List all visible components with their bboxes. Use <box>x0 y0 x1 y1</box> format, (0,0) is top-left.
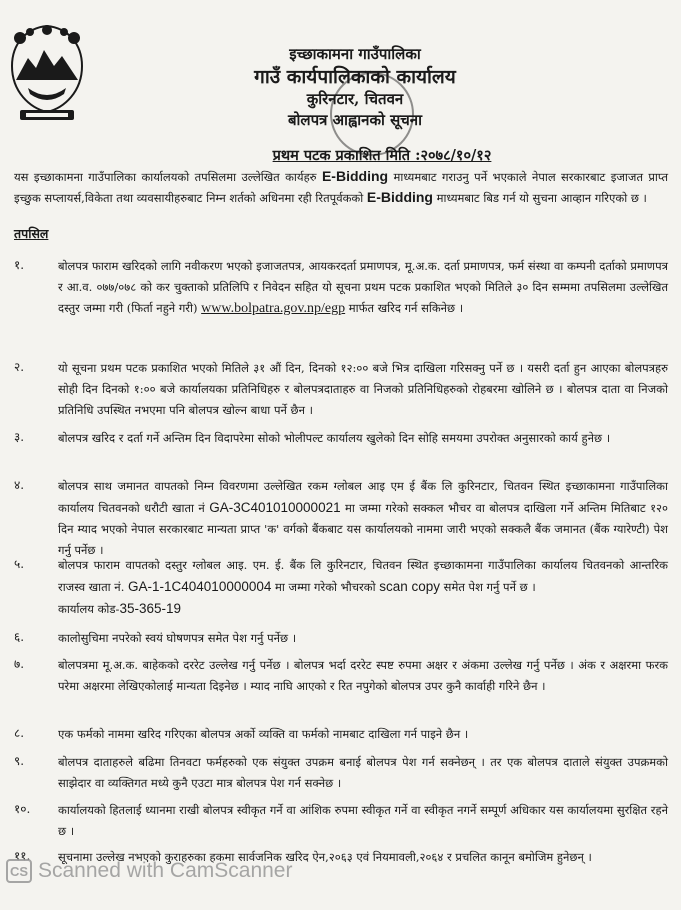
camscanner-logo-icon: CS <box>6 859 32 883</box>
item-text-part: बोलपत्र फाराम वापतको दस्तुर ग्लोबल आइ. एम. ई. बैंक लि कुरिनटार, चितवन स्थित इच्छाकामना गाउँपालिका कार्यालय चितवनको आन्तरिक राजस्व खाता नं. <box>58 558 668 594</box>
item-text-part: बोलपत्र फाराम खरिदको लागि नवीकरण भएको इजाजतपत्र, आयकरदर्ता प्रमाणपत्र, मू.अ.क. दर्ता प्रमाणपत्र, फर्म संस्था वा कम्पनी दर्ताको प्रमाणपत्र र आ.व. ०७७/०७८ को कर चुक्ताको प्रतिलिपि र निवेदन सहित यो सूचना प्रथम पटक प्रकाशित भएको मितिले ३० दिन सम्ममा तपसिलमा उल्लेखित दस्तुर जम्मा गरी (फिर्ता नहुने गरी) <box>58 259 668 315</box>
item-text: कार्यालयको हितलाई ध्यानमा राखी बोलपत्र स्वीकृत गर्ने वा आंशिक रुपमा स्वीकृत गर्ने वा स्वीकृत नगर्ने सम्पूर्ण अधिकार यस कार्यालयमा सुरक्षित रहने छ । <box>58 803 668 838</box>
egp-portal-link[interactable]: www.bolpatra.gov.np/egp <box>201 301 346 316</box>
item-number: ३. <box>14 430 25 444</box>
item-text: एक फर्मको नाममा खरिद गरिएका बोलपत्र अर्को व्यक्ति वा फर्मको नामबाट दाखिला गर्न पाइने छैन । <box>58 727 469 741</box>
office-name: गाउँ कार्यपालिकाको कार्यालय <box>254 66 456 88</box>
e-bidding-term: E-Bidding <box>366 189 433 205</box>
item-number: ८. <box>14 726 25 740</box>
item-text <box>58 555 668 620</box>
item-number: ६. <box>14 630 25 644</box>
notice-title: बोलपत्र आह्वानको सूचना <box>287 111 423 129</box>
scan-copy-term: scan copy <box>379 579 441 594</box>
intro-text-2: माध्यमबाट गराउनु पर्ने भएकाले नेपाल सरकारबाट इजाजत प्राप्त इच्छुक सप्लायर्स,विकेता तथा व्यवसायीहरुबाट निम्न शर्तको अधिनमा रही रितपूर्वकको <box>14 170 669 205</box>
nepal-emblem-icon <box>6 22 88 126</box>
publication-date: प्रथम पटक प्रकाशित मिति :२०७८/१०/१२ <box>272 147 492 164</box>
item-number: १. <box>14 258 25 272</box>
notice-header <box>190 44 520 131</box>
camscanner-watermark <box>6 858 292 884</box>
item-text-part: मा जम्मा गरेको भौचरको <box>275 580 376 594</box>
e-bidding-term: E-Bidding <box>321 168 389 184</box>
office-code: 35-365-19 <box>119 601 181 616</box>
item-text-part: बोलपत्र साथ जमानत वापतको निम्न विवरणमा उल्लेखित रकम ग्लोबल आइ एम ई बैंक लि कुरिनटार, चितवन स्थित इच्छाकामना गाउँपालिका कार्यालय चितवनको धरौटी खाता नं <box>58 479 668 515</box>
office-address: कुरिनटार, चितवन <box>306 90 404 108</box>
municipality-name: इच्छाकामना गाउँपालिका <box>289 45 421 63</box>
item-number: ११. <box>14 849 31 863</box>
item-text: बोलपत्र दाताहरुले बढिमा तिनवटा फर्महरुको एक संयुक्त उपक्रम बनाई बोलपत्र पेश गर्न सक्नेछन् । तर एक बोलपत्र दाताले संयुक्त उपक्रमको साझेदार वा व्यक्तिगत मध्ये कुनै एउटा मात्र बोलपत्र पेश गर्न सक्नेछ । <box>58 755 668 790</box>
item-text-part: मा जम्मा गरेको सक्कल भौचर वा बोलपत्र दाखिला गर्ने अन्तिम मितिबाट १२० दिन म्याद भएको नेपाल सरकारबाट मान्यता प्राप्त 'क' वर्गको बैंकबाट यस कार्यालयको नाममा जारी भएको सक्कलै बैंक जमानत (बैंक ग्यारेण्टी) पेश गर्नु पर्नेछ । <box>58 501 669 557</box>
intro-text-3: माध्यमबाट बिड गर्न यो सुचना आव्हान गरिएको छ । <box>436 191 647 205</box>
item-text: सूचनामा उल्लेख नभएको कुराहरुका हकमा सार्वजनिक खरिद ऐन,२०६३ एवं नियमावली,२०६४ र प्रचलित कानून बमोजिम हुनेछन् । <box>58 850 592 864</box>
item-number: ९. <box>14 754 25 768</box>
revenue-account-number: GA-1-1C404010000004 <box>128 579 272 594</box>
item-number: २. <box>14 360 25 374</box>
intro-paragraph <box>14 166 668 208</box>
item-number: १०. <box>14 802 31 816</box>
intro-text-1: यस इच्छाकामना गाउँपालिका कार्यालयको तपसिलमा उल्लेखित कार्यहरु <box>14 170 317 184</box>
item-text-part: मार्फत खरिद गर्न सकिनेछ । <box>348 301 464 315</box>
item-text-part: समेत पेश गर्नु पर्ने छ । <box>443 580 536 594</box>
section-heading: तपसिल <box>14 226 49 241</box>
item-text <box>58 476 668 561</box>
item-number: ४. <box>14 478 25 492</box>
item-number: ७. <box>14 657 25 671</box>
item-number: ५. <box>14 557 25 571</box>
item-text <box>58 256 668 319</box>
item-text: बोलपत्रमा मू.अ.क. बाहेकको दररेट उल्लेख गर्नु पर्नेछ । बोलपत्र भर्दा दररेट स्पष्ट रुपमा अक्षर र अंकमा उल्लेख गर्नु पर्नेछ । अंक र अक्षरमा फरक परेमा अक्षरमा लेखिएकोलाई मान्यता दिइनेछ । म्याद नाघि आएको र रित नपुगेको बोलपत्र उपर कुनै कार्वाही गरिने छैन । <box>58 658 668 693</box>
office-code-label: कार्यालय कोड- <box>58 602 120 616</box>
item-text: बोलपत्र खरिद र दर्ता गर्ने अन्तिम दिन विदापरेमा सोको भोलीपल्ट कार्यालय खुलेको दिन सोहि समयमा उपरोक्त अनुसारको कार्य हुनेछ । <box>58 431 611 445</box>
watermark-text: Scanned with CamScanner <box>38 859 293 882</box>
item-text: कालोसुचिमा नपरेको स्वयं घोषणपत्र समेत पेश गर्नु पर्नेछ । <box>58 631 297 645</box>
deposit-account-number: GA-3C401010000021 <box>209 500 341 515</box>
item-text: यो सूचना प्रथम पटक प्रकाशित भएको मितिले ३१ औं दिन, दिनको १२:०० बजे भित्र दाखिला गरिसक्नु पर्ने छ । यसरी दर्ता हुन आएका बोलपत्रहरु सोही दिन दिनको १:०० बजे कार्यालयका प्रतिनिधिहरु र बोलपत्रदाताहरु वा निजको प्रतिनिधिहरुको रोहबरमा खोलिने छ । बोलपत्र दाता वा निजको प्रतिनिधि उपस्थित नभएमा पनि बोलपत्र खोल्न बाधा पर्ने छैन । <box>58 361 668 417</box>
